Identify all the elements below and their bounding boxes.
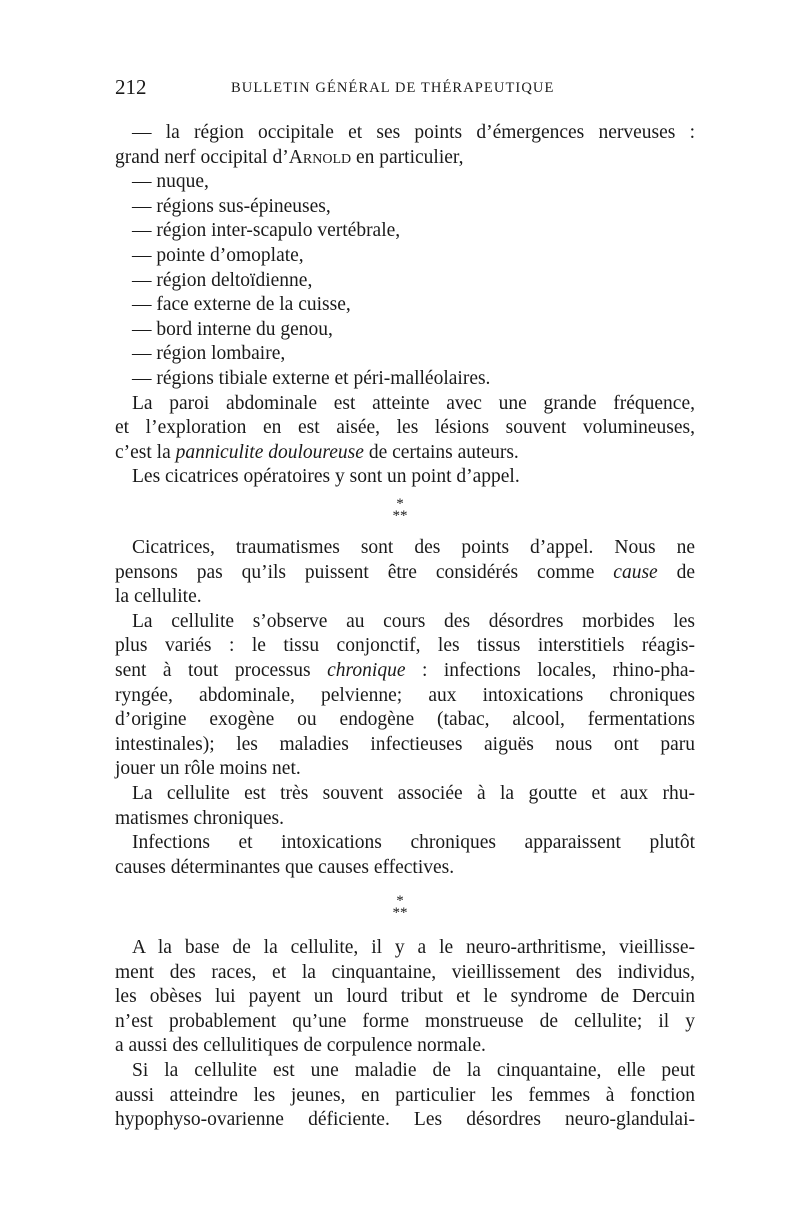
paragraph-block-2 xyxy=(115,536,695,880)
author-name: Arnold xyxy=(288,146,352,168)
list-item: — pointe d’omoplate, xyxy=(132,244,304,266)
asterism-divider: * ** xyxy=(392,496,408,524)
text-line: les obèses lui payent un lourd tribut et le syndrome de Dercuin xyxy=(115,986,695,1008)
text-line: hypophyso-ovarienne déficiente. Les désordres neuro-glandulai- xyxy=(115,1109,695,1131)
text-line: intestinales); les maladies infectieuses aiguës nous ont paru xyxy=(115,733,695,755)
text-line: — la région occipitale et ses points d’émergences nerveuses : xyxy=(132,122,695,143)
paragraph-block-1 xyxy=(115,121,695,490)
list-item: — régions sus-épineuses, xyxy=(132,195,331,217)
page-header xyxy=(115,74,695,100)
text-line: Cicatrices, traumatismes sont des points d’appel. Nous ne xyxy=(132,537,695,558)
list-item: — nuque, xyxy=(132,171,209,193)
text-line: n’est probablement qu’une forme monstrueuse de cellulite; il y xyxy=(115,1010,695,1032)
text-line: plus variés : le tissu conjonctif, les tissus interstitiels réagis- xyxy=(115,635,695,657)
italic-term: cause xyxy=(613,561,658,583)
text-line: c’est la panniculite douloureuse de certains auteurs. xyxy=(115,441,519,463)
list-item: — région deltoïdienne, xyxy=(132,269,313,291)
text-line: La cellulite est très souvent associée à la goutte et aux rhu- xyxy=(132,782,695,804)
text-line: Infections et intoxications chroniques apparaissent plutôt xyxy=(132,832,695,854)
list-item: — région inter-scapulo vertébrale, xyxy=(132,220,401,242)
text-line: causes déterminantes que causes effectives. xyxy=(115,856,455,878)
text-line: ryngée, abdominale, pelvienne; aux intoxications chroniques xyxy=(115,684,695,706)
text-line: Si la cellulite est une maladie de la cinquantaine, elle peut xyxy=(132,1059,695,1081)
italic-term: panniculite douloureuse xyxy=(175,441,364,463)
text-line: et l’exploration en est aisée, les lésions souvent volumineuses, xyxy=(115,417,695,439)
paragraph-block-3 xyxy=(115,936,695,1133)
italic-term: chronique xyxy=(327,659,406,681)
text-line: sent à tout processus chronique : infections locales, rhino-pha- xyxy=(115,659,695,681)
text-line: A la base de la cellulite, il y a le neuro-arthritisme, vieillisse- xyxy=(132,937,695,958)
text-line: d’origine exogène ou endogène (tabac, alcool, fermentations xyxy=(115,709,695,731)
page-number: 212 xyxy=(115,75,147,99)
text-line: La cellulite s’observe au cours des désordres morbides les xyxy=(132,610,695,632)
text-line: grand nerf occipital d’Arnold en particulier, xyxy=(115,146,464,168)
list-item: — face externe de la cuisse, xyxy=(132,294,351,316)
text-line: ment des races, et la cinquantaine, vieillissement des individus, xyxy=(115,961,695,983)
text-line: matismes chroniques. xyxy=(115,807,284,829)
list-item: — région lombaire, xyxy=(132,343,286,365)
text-line: jouer un rôle moins net. xyxy=(115,758,301,780)
text-line: aussi atteindre les jeunes, en particulier les femmes à fonction xyxy=(115,1084,695,1106)
text-line: La paroi abdominale est atteinte avec une grande fréquence, xyxy=(132,392,695,414)
text-line: a aussi des cellulitiques de corpulence normale. xyxy=(115,1035,486,1057)
text-line: Les cicatrices opératoires y sont un point d’appel. xyxy=(132,466,520,488)
list-item: — régions tibiale externe et péri-malléolaires. xyxy=(132,367,491,389)
text-line: pensons pas qu’ils puissent être considérés comme cause de xyxy=(115,561,695,583)
text-line: la cellulite. xyxy=(115,586,202,608)
asterism-divider: * ** xyxy=(392,893,408,921)
running-title: BULLETIN GÉNÉRAL DE THÉRAPEUTIQUE xyxy=(231,80,555,96)
list-item: — bord interne du genou, xyxy=(132,318,333,340)
